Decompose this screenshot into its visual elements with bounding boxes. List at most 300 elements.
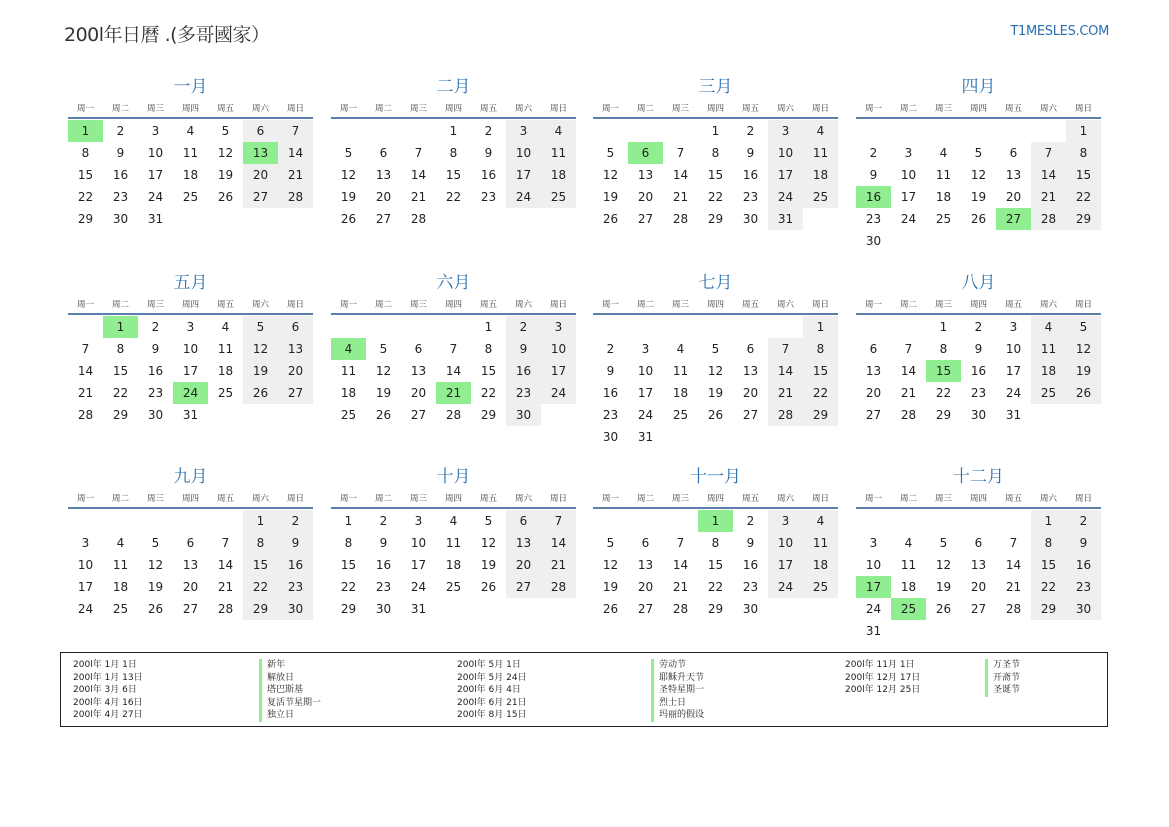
day-cell: 15 — [1066, 164, 1101, 186]
day-cell: 23 — [506, 382, 541, 404]
weekday-label: 周一 — [339, 300, 357, 310]
day-cell: 31 — [768, 208, 803, 230]
day-cell: 30 — [375, 602, 392, 616]
day-cell: 5 — [1066, 316, 1101, 338]
day-cell: 7 — [81, 342, 90, 356]
day-cell: 8 — [1031, 532, 1066, 554]
empty-cell — [803, 426, 838, 448]
month-block — [593, 272, 838, 448]
weekday-label: 周日 — [549, 300, 567, 310]
day-cell: 26 — [340, 212, 357, 226]
weekday-label: 周六 — [1039, 300, 1057, 310]
day-cell: 25 — [112, 602, 129, 616]
day-cell: 31 — [147, 212, 164, 226]
weekday-label: 周五 — [741, 300, 759, 310]
day-cell: 14 — [217, 558, 234, 572]
weekday-header — [68, 492, 313, 506]
empty-cell — [243, 404, 278, 426]
day-cell: 4 — [541, 120, 576, 142]
day-cell: 30 — [602, 430, 619, 444]
day-cell: 22 — [803, 382, 838, 404]
day-cell: 8 — [81, 146, 90, 160]
weekday-label: 周六 — [251, 104, 269, 114]
empty-cell — [208, 510, 243, 532]
header-divider — [68, 507, 313, 509]
empty-cell — [891, 120, 926, 142]
empty-cell — [506, 208, 541, 230]
empty-cell — [926, 510, 961, 532]
day-cell: 8 — [344, 536, 353, 550]
day-cell: 2 — [746, 124, 755, 138]
weekday-label: 周日 — [549, 494, 567, 504]
day-cell: 26 — [707, 408, 724, 422]
weekday-label: 周二 — [899, 300, 917, 310]
empty-cell — [628, 510, 663, 532]
day-cell: 17 — [768, 554, 803, 576]
day-grid — [68, 510, 313, 620]
day-cell: 25 — [217, 386, 234, 400]
day-cell: 23 — [742, 190, 759, 204]
empty-cell — [1031, 120, 1066, 142]
day-cell: 22 — [935, 386, 952, 400]
day-cell: 26 — [217, 190, 234, 204]
day-cell: 17 — [410, 558, 427, 572]
day-cell: 7 — [221, 536, 230, 550]
day-cell: 11 — [541, 142, 576, 164]
day-cell: 8 — [1066, 142, 1101, 164]
day-cell: 7 — [1031, 142, 1066, 164]
day-cell: 20 — [410, 386, 427, 400]
day-cell: 29 — [935, 408, 952, 422]
day-cell: 29 — [480, 408, 497, 422]
day-cell: 31 — [637, 430, 654, 444]
day-cell: 4 — [939, 146, 948, 160]
day-cell: 8 — [449, 146, 458, 160]
day-cell: 19 — [147, 580, 164, 594]
day-cell: 2 — [151, 320, 160, 334]
month-block — [856, 76, 1101, 252]
day-cell: 3 — [186, 320, 195, 334]
day-cell: 13 — [742, 364, 759, 378]
day-cell: 23 — [375, 580, 392, 594]
day-cell: 10 — [410, 536, 427, 550]
day-cell: 20 — [506, 554, 541, 576]
day-cell: 22 — [77, 190, 94, 204]
day-cell: 21 — [672, 580, 689, 594]
day-cell: 30 — [970, 408, 987, 422]
day-cell: 9 — [278, 532, 313, 554]
day-cell: 31 — [865, 624, 882, 638]
day-cell: 26 — [480, 580, 497, 594]
legend-holiday-name: 劳动节 — [651, 659, 704, 672]
weekday-label: 周四 — [706, 494, 724, 504]
day-cell: 9 — [379, 536, 388, 550]
day-cell: 21 — [77, 386, 94, 400]
day-cell: 19 — [1066, 360, 1101, 382]
day-cell: 24 — [147, 190, 164, 204]
day-cell: 18 — [182, 168, 199, 182]
empty-cell — [803, 208, 838, 230]
day-cell: 23 — [970, 386, 987, 400]
empty-cell — [663, 426, 698, 448]
day-cell: 29 — [707, 212, 724, 226]
weekday-label: 周六 — [514, 494, 532, 504]
weekday-header — [856, 298, 1101, 312]
weekday-label: 周四 — [969, 300, 987, 310]
legend-date: 200l年 12月 17日 — [845, 672, 921, 683]
day-cell: 13 — [506, 532, 541, 554]
weekday-label: 周一 — [76, 494, 94, 504]
empty-cell — [436, 316, 471, 338]
header-divider — [68, 313, 313, 315]
day-cell: 13 — [278, 338, 313, 360]
day-cell: 12 — [217, 146, 234, 160]
weekday-label: 周五 — [1004, 104, 1022, 114]
day-cell: 1 — [1031, 510, 1066, 532]
day-cell: 11 — [803, 532, 838, 554]
weekday-label: 周三 — [409, 494, 427, 504]
day-cell: 10 — [768, 142, 803, 164]
day-cell: 9 — [746, 536, 755, 550]
day-cell: 6 — [746, 342, 755, 356]
day-cell: 10 — [182, 342, 199, 356]
legend-date: 200l年 4月 16日 — [73, 697, 143, 708]
day-cell: 9 — [606, 364, 615, 378]
day-cell: 5 — [974, 146, 983, 160]
empty-cell — [68, 316, 103, 338]
day-cell: 13 — [182, 558, 199, 572]
day-cell: 6 — [186, 536, 195, 550]
day-cell: 27 — [375, 212, 392, 226]
day-cell: 12 — [147, 558, 164, 572]
weekday-label: 周五 — [741, 494, 759, 504]
day-cell: 27 — [742, 408, 759, 422]
weekday-label: 周四 — [181, 494, 199, 504]
day-cell: 27 — [637, 602, 654, 616]
day-cell: 24 — [865, 602, 882, 616]
day-cell: 24 — [506, 186, 541, 208]
weekday-label: 周日 — [811, 494, 829, 504]
weekday-header — [593, 102, 838, 116]
empty-cell — [471, 208, 506, 230]
weekday-label: 周日 — [286, 494, 304, 504]
weekday-label: 周一 — [864, 494, 882, 504]
day-cell: 4 — [1031, 316, 1066, 338]
day-cell: 6 — [414, 342, 423, 356]
day-cell: 19 — [602, 190, 619, 204]
month-title: 三月 — [698, 77, 733, 97]
weekday-label: 周六 — [251, 300, 269, 310]
day-cell: 21 — [768, 382, 803, 404]
day-cell: 26 — [935, 602, 952, 616]
day-cell: 28 — [410, 212, 427, 226]
day-cell: 10 — [147, 146, 164, 160]
legend-names-col-3 — [985, 659, 1020, 697]
empty-cell — [541, 208, 576, 230]
day-cell: 27 — [410, 408, 427, 422]
weekday-label: 周三 — [146, 494, 164, 504]
day-cell: 20 — [278, 360, 313, 382]
day-cell: 12 — [935, 558, 952, 572]
site-brand-link[interactable]: T1MESLES.COM — [1010, 24, 1109, 39]
day-cell: 31 — [410, 602, 427, 616]
header-divider — [331, 117, 576, 119]
empty-cell — [1031, 230, 1066, 252]
day-cell: 11 — [112, 558, 129, 572]
day-cell: 16 — [1066, 554, 1101, 576]
day-cell: 26 — [1066, 382, 1101, 404]
legend-holiday-name: 玛丽的假设 — [651, 709, 704, 722]
day-cell: 8 — [803, 338, 838, 360]
day-cell: 5 — [221, 124, 230, 138]
day-cell: 23 — [112, 190, 129, 204]
empty-cell — [733, 426, 768, 448]
empty-cell — [926, 230, 961, 252]
weekday-label: 周五 — [1004, 494, 1022, 504]
day-cell: 15 — [340, 558, 357, 572]
day-grid — [331, 316, 576, 426]
day-cell: 18 — [1031, 360, 1066, 382]
day-cell: 25 — [803, 186, 838, 208]
weekday-label: 周二 — [111, 104, 129, 114]
weekday-label: 周日 — [811, 300, 829, 310]
empty-cell — [1066, 404, 1101, 426]
day-cell: 22 — [112, 386, 129, 400]
day-cell: 22 — [340, 580, 357, 594]
day-cell: 13 — [637, 168, 654, 182]
day-cell: 19 — [217, 168, 234, 182]
day-cell: 4 — [186, 124, 195, 138]
day-cell: 18 — [935, 190, 952, 204]
weekday-label: 周一 — [76, 104, 94, 114]
legend-dates-col-2 — [457, 659, 527, 722]
day-cell: 28 — [77, 408, 94, 422]
day-cell: 24 — [637, 408, 654, 422]
day-cell: 28 — [672, 602, 689, 616]
day-cell: 15 — [445, 168, 462, 182]
day-cell: 8 — [116, 342, 125, 356]
day-cell: 18 — [217, 364, 234, 378]
day-cell: 14 — [410, 168, 427, 182]
empty-cell — [663, 510, 698, 532]
day-cell: 3 — [869, 536, 878, 550]
day-cell: 19 — [243, 360, 278, 382]
weekday-label: 周一 — [601, 104, 619, 114]
weekday-label: 周日 — [1074, 300, 1092, 310]
day-cell: 5 — [243, 316, 278, 338]
day-cell: 1 — [344, 514, 353, 528]
empty-cell — [366, 316, 401, 338]
day-cell: 11 — [900, 558, 917, 572]
empty-cell — [856, 510, 891, 532]
day-cell: 21 — [436, 382, 471, 404]
header-divider — [856, 117, 1101, 119]
day-cell: 4 — [803, 510, 838, 532]
day-cell: 19 — [602, 580, 619, 594]
day-cell: 1 — [103, 316, 138, 338]
day-cell: 30 — [742, 602, 759, 616]
empty-cell — [471, 598, 506, 620]
month-title: 五月 — [173, 273, 208, 293]
day-cell: 29 — [1031, 598, 1066, 620]
day-cell: 11 — [340, 364, 357, 378]
weekday-label: 周二 — [636, 494, 654, 504]
day-cell: 3 — [641, 342, 650, 356]
day-cell: 22 — [707, 190, 724, 204]
month-title: 七月 — [698, 273, 733, 293]
day-cell: 24 — [768, 186, 803, 208]
day-cell: 21 — [541, 554, 576, 576]
day-cell: 5 — [606, 536, 615, 550]
day-cell: 24 — [541, 382, 576, 404]
day-cell: 17 — [506, 164, 541, 186]
empty-cell — [208, 404, 243, 426]
month-block — [856, 272, 1101, 426]
empty-cell — [996, 120, 1031, 142]
day-cell: 30 — [1066, 598, 1101, 620]
day-grid — [856, 510, 1101, 642]
day-cell: 15 — [480, 364, 497, 378]
day-cell: 17 — [768, 164, 803, 186]
weekday-label: 周二 — [374, 494, 392, 504]
day-cell: 14 — [541, 532, 576, 554]
header-divider — [331, 507, 576, 509]
day-cell: 9 — [974, 342, 983, 356]
day-cell: 18 — [900, 580, 917, 594]
empty-cell — [593, 316, 628, 338]
day-cell: 24 — [900, 212, 917, 226]
day-cell: 16 — [856, 186, 891, 208]
day-cell: 30 — [865, 234, 882, 248]
day-cell: 7 — [676, 146, 685, 160]
legend-date: 200l年 3月 6日 — [73, 685, 137, 695]
legend-date: 200l年 11月 1日 — [845, 660, 915, 670]
day-cell: 3 — [506, 120, 541, 142]
day-cell: 21 — [900, 386, 917, 400]
day-cell: 29 — [340, 602, 357, 616]
day-cell: 22 — [243, 576, 278, 598]
month-block — [68, 272, 313, 426]
day-cell: 20 — [637, 190, 654, 204]
header-divider — [68, 117, 313, 119]
day-cell: 24 — [77, 602, 94, 616]
legend-names-col-1 — [259, 659, 321, 722]
weekday-label: 周六 — [514, 104, 532, 114]
day-cell: 24 — [410, 580, 427, 594]
day-cell: 16 — [147, 364, 164, 378]
empty-cell — [436, 598, 471, 620]
weekday-label: 周三 — [671, 494, 689, 504]
day-cell: 22 — [480, 386, 497, 400]
empty-cell — [331, 120, 366, 142]
legend-date: 200l年 5月 24日 — [457, 672, 527, 683]
legend-dates-col-3 — [845, 659, 920, 697]
day-cell: 6 — [641, 536, 650, 550]
legend-holiday-name: 复活节星期一 — [259, 697, 321, 710]
header-divider — [593, 507, 838, 509]
day-cell: 27 — [278, 382, 313, 404]
day-cell: 16 — [742, 558, 759, 572]
month-block — [331, 76, 576, 230]
empty-cell — [68, 510, 103, 532]
empty-cell — [173, 510, 208, 532]
day-cell: 18 — [340, 386, 357, 400]
day-cell: 22 — [445, 190, 462, 204]
day-cell: 14 — [77, 364, 94, 378]
day-cell: 18 — [803, 554, 838, 576]
weekday-label: 周二 — [111, 300, 129, 310]
day-cell: 2 — [484, 124, 493, 138]
day-cell: 6 — [974, 536, 983, 550]
day-cell: 25 — [182, 190, 199, 204]
empty-cell — [401, 316, 436, 338]
month-block — [331, 466, 576, 620]
weekday-label: 周三 — [409, 300, 427, 310]
day-cell: 7 — [541, 510, 576, 532]
day-cell: 5 — [484, 514, 493, 528]
day-cell: 9 — [151, 342, 160, 356]
day-cell: 7 — [768, 338, 803, 360]
day-cell: 21 — [217, 580, 234, 594]
day-cell: 15 — [707, 558, 724, 572]
day-cell: 5 — [151, 536, 160, 550]
day-cell: 12 — [480, 536, 497, 550]
weekday-label: 周三 — [146, 104, 164, 114]
page-title: 200l年日曆 .(多哥國家） — [64, 24, 270, 46]
day-cell: 4 — [331, 338, 366, 360]
day-cell: 29 — [243, 598, 278, 620]
weekday-header — [68, 298, 313, 312]
day-cell: 6 — [379, 146, 388, 160]
day-cell: 12 — [340, 168, 357, 182]
weekday-label: 周六 — [776, 300, 794, 310]
day-cell: 5 — [939, 536, 948, 550]
day-cell: 30 — [742, 212, 759, 226]
weekday-header — [68, 102, 313, 116]
empty-cell — [506, 598, 541, 620]
day-cell: 20 — [243, 164, 278, 186]
empty-cell — [698, 426, 733, 448]
day-cell: 20 — [637, 580, 654, 594]
day-cell: 16 — [112, 168, 129, 182]
weekday-label: 周六 — [251, 494, 269, 504]
day-cell: 21 — [278, 164, 313, 186]
month-block — [331, 272, 576, 426]
day-cell: 30 — [147, 408, 164, 422]
day-cell: 1 — [939, 320, 948, 334]
weekday-label: 周五 — [216, 494, 234, 504]
day-cell: 15 — [926, 360, 961, 382]
day-cell: 8 — [711, 146, 720, 160]
header-divider — [593, 117, 838, 119]
day-cell: 26 — [243, 382, 278, 404]
day-cell: 27 — [865, 408, 882, 422]
legend-holiday-name: 解放日 — [259, 672, 321, 685]
legend-holiday-name: 圣特星期一 — [651, 684, 704, 697]
day-grid — [856, 316, 1101, 426]
day-cell: 8 — [939, 342, 948, 356]
weekday-label: 周四 — [444, 494, 462, 504]
legend-date: 200l年 12月 25日 — [845, 685, 921, 695]
day-cell: 20 — [375, 190, 392, 204]
day-cell: 28 — [217, 602, 234, 616]
day-cell: 29 — [1066, 208, 1101, 230]
empty-cell — [856, 316, 891, 338]
empty-cell — [436, 208, 471, 230]
day-cell: 27 — [182, 602, 199, 616]
day-cell: 2 — [974, 320, 983, 334]
empty-cell — [891, 316, 926, 338]
